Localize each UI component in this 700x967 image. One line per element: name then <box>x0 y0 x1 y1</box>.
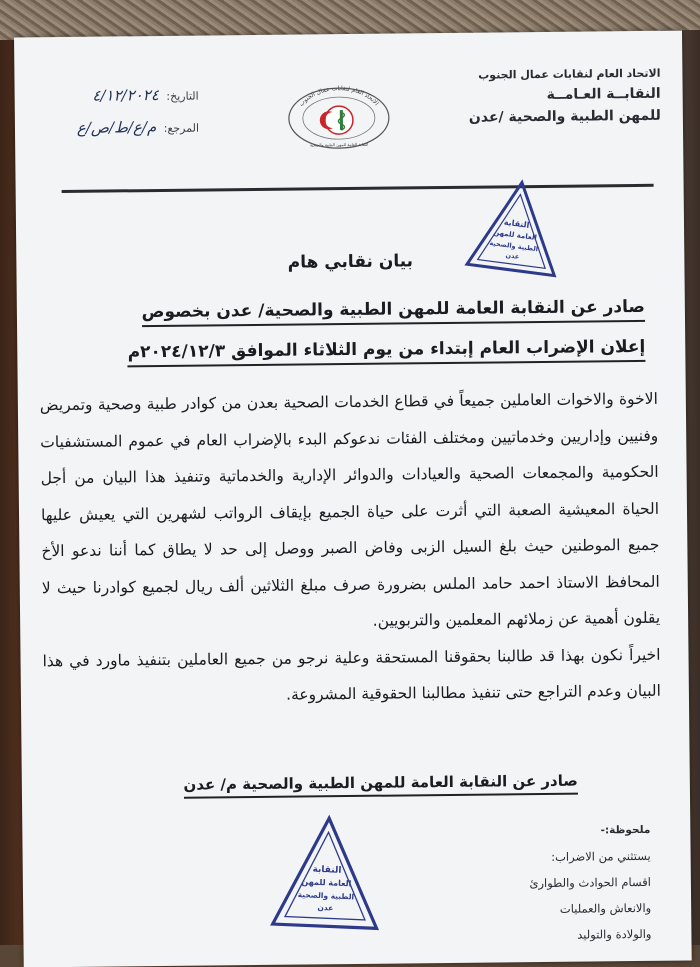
date-value: ٤/١٢/٢٠٢٤ <box>92 85 159 105</box>
syndicate-stamp-bottom <box>268 812 385 937</box>
svg-text:الطبية والصحية: الطبية والصحية <box>488 238 539 254</box>
letterhead-reference <box>39 86 200 152</box>
reference-row <box>39 118 199 138</box>
svg-text:عدن: عدن <box>505 251 520 261</box>
union-line: الاتحاد العام لنقابات عمال الجنوب <box>478 66 661 82</box>
notes-section <box>490 817 651 949</box>
issued-by <box>183 772 578 794</box>
issued-by-text: صادر عن النقابة العامة للمهن الطبية والصحية م/ عدن <box>183 772 578 799</box>
list-item: اقسام الحوادث والطوارئ <box>529 874 651 891</box>
svg-text:النقابة: النقابة <box>503 217 530 230</box>
date-row <box>39 86 199 106</box>
statement-body <box>40 381 661 716</box>
subtitle-line-2: إعلان الإضراب العام إبتداء من يوم الثلاثاء الموافق ٢٠٢٤/١٢/٣م <box>128 337 646 367</box>
reference-value: م/ع/ط/ص/ع <box>76 118 157 137</box>
list-item: والانعاش والعمليات <box>559 900 652 916</box>
list-item: والولادة والتوليد <box>577 926 652 942</box>
document-sheet <box>14 31 692 967</box>
closing-paragraph: اخيراً نكون بهذا قد طالبنا بحقوقنا المستحقة وعلية نرجو من جميع العاملين بتنفيذ ماورد في هذا البيان وعدم التراجع حتى تنفيذ مطالبنا الحقوقية المشروعة. <box>42 645 661 704</box>
document-subtitle-2 <box>57 337 645 363</box>
syndicate-line: النقابــة العـامــة <box>546 85 661 103</box>
notes-heading: ملحوظة:- <box>600 823 651 837</box>
svg-text:النقابة: النقابة <box>312 864 342 876</box>
document-subtitle <box>57 297 645 323</box>
syndicate-logo <box>282 80 395 151</box>
date-label: التاريخ: <box>166 89 199 103</box>
svg-text:النقابة العامة للمهن الطبية وا: النقابة العامة للمهن الطبية والصحية <box>309 141 369 148</box>
svg-text:العامة للمهن: العامة للمهن <box>301 877 352 889</box>
letterhead-organization <box>440 67 661 126</box>
reference-label: المرجع: <box>163 121 200 135</box>
subtitle-line-1: صادر عن النقابة العامة للمهن الطبية والصحية/ عدن بخصوص <box>141 297 645 327</box>
svg-text:عدن: عدن <box>317 902 334 913</box>
svg-text:العامة للمهن: العامة للمهن <box>492 228 538 242</box>
svg-text:الطبية والصحية: الطبية والصحية <box>297 890 355 902</box>
document-title: بيان نقابي هام <box>287 251 414 273</box>
statement-paragraph: الاخوة والاخوات العاملين جميعاً في قطاع الخدمات الصحية بعدن من كوادر طبية وصحية وتمريض وفنيين وإداريين وخدماتيين ومختلف الفئات ندعوكم البدء بالإضراب العام في عموم المستشفيات الحكومية والمجمعات الصحية والعيادات والدوائر الإدارية والخدماتية وتنفيذ هذا البيان من أجل الحياة المعيشية الصعبة التي أثرت على حياة الجميع بإيقاف الرواتب لشهرين التي يعيش عليها جميع الموطنين حيث بلغ السيل الزبى وفاض الصبر ووصل إلى حد لا يطاق كما أننا ندعو الأخ المحافظ الاستاذ احمد حامد الملس بضرورة صرف مبلغ الثلاثين ألف ريال لجميع كوادرنا حيث لا يقلون أهمية عن زملائهم المعلمين والتربويين. <box>39 389 661 630</box>
profession-line: للمهن الطبية والصحية /عدن <box>468 107 661 126</box>
notes-intro: يستثني من الاضراب: <box>551 848 651 864</box>
svg-text:الاتحاد العام لنقابات عمال الج: الاتحاد العام لنقابات عمال الجنوب <box>297 85 380 108</box>
